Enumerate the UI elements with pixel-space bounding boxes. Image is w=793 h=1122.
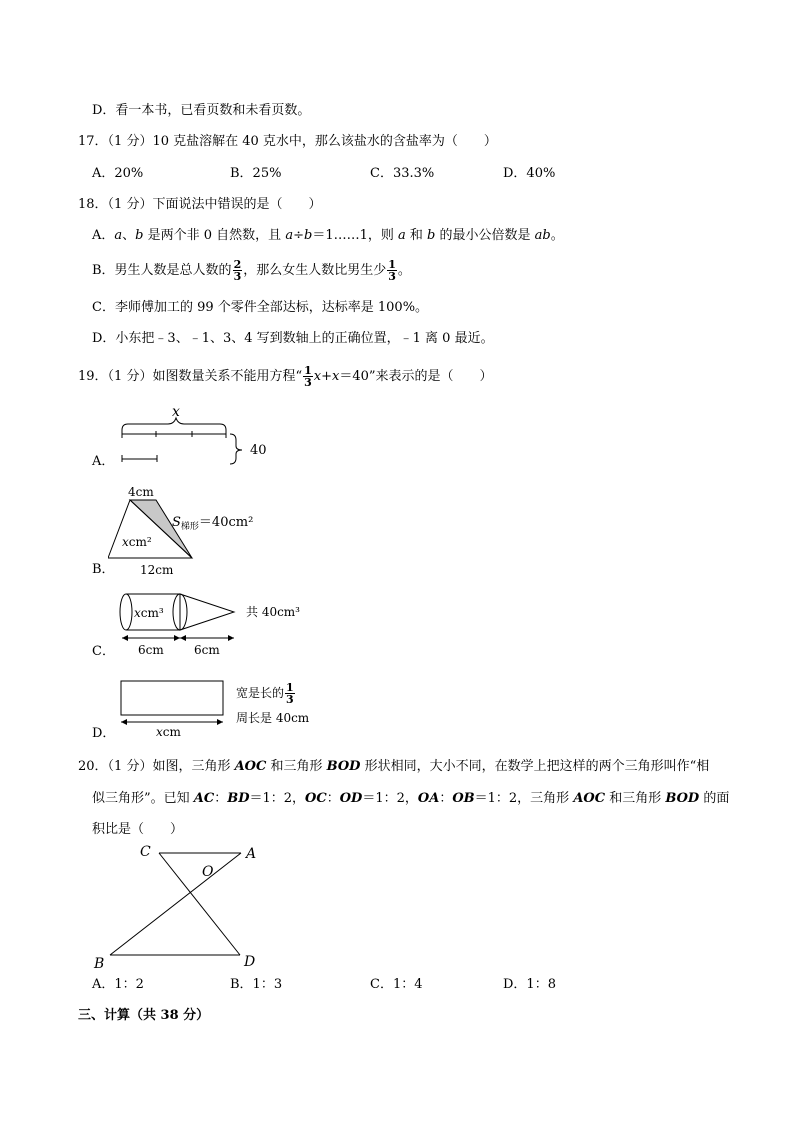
- q20-stem-line1: 20．（1 分）如图，三角形 AOC 和三角形 BOD 形状相同，大小不同，在数学上把这样的两个三角形叫作“相: [78, 759, 710, 774]
- trapezoid-area-label: $S_{梯形}=40cm^2$: [172, 515, 254, 532]
- cylinder-volume-label: xcm³: [134, 606, 164, 620]
- q18-option-b: B．男生人数是总人数的 $\frac{2}{3}$ ，那么女生人数比男生少 $\frac{1}{3}$ 。: [92, 258, 411, 283]
- q20-option-a: A．1：2: [92, 977, 144, 992]
- length-label: xcm: [156, 725, 181, 739]
- q17-option-c: C．33.3%: [370, 166, 435, 181]
- perimeter-label: 周长是 40cm: [236, 711, 310, 725]
- cylinder-length: 6cm: [138, 643, 164, 657]
- q17-option-d: D．40%: [503, 166, 556, 181]
- q18-option-c: C．李师傅加工的 99 个零件全部达标，达标率是 100%。: [92, 300, 429, 315]
- point-C: C: [140, 844, 151, 860]
- fraction-two-thirds: $\frac{2}{3}$: [233, 258, 242, 283]
- right-brace: [230, 434, 242, 464]
- q19-option-a-label: A．: [92, 454, 115, 469]
- q18-option-a: A．a、b 是两个非 0 自然数，且 a÷b＝1……1，则 a 和 b 的最小公倍数是 ab。: [92, 228, 564, 243]
- q20-stem-line2: 似三角形”。已知 AC：BD＝1：2，OC：OD＝1：2，OA：OB＝1：2，三角形 AOC 和三角形 BOD 的面: [92, 791, 730, 806]
- bottom-length: 12cm: [140, 563, 174, 577]
- point-O: O: [202, 864, 214, 880]
- q20-option-b: B．1：3: [230, 977, 283, 992]
- q19-stem: 19．（1 分）如图数量关系不能用方程“ $\frac{1}{3}$ x+x＝40”来表示的是（ ）: [78, 364, 493, 389]
- q17-stem: 17．（1 分）10 克盐溶解在 40 克水中，那么该盐水的含盐率为（ ）: [78, 134, 497, 149]
- left-area-label: xcm²: [122, 535, 152, 549]
- q17-option-b: B．25%: [230, 166, 282, 181]
- q16-option-d: D．看一本书，已看页数和未看页数。: [92, 103, 311, 118]
- segment-CD: [159, 853, 240, 955]
- q19-figure-c: [114, 590, 314, 660]
- q20-figure: [88, 840, 278, 974]
- cone-length: 6cm: [194, 643, 220, 657]
- q20-option-d: D．1：8: [503, 977, 556, 992]
- fraction-one-third: $\frac{1}{3}$: [304, 364, 312, 389]
- total-volume-label: 共 40cm³: [246, 605, 300, 619]
- q19-option-d-label: D．: [92, 726, 116, 741]
- q20-stem-line3: 积比是（ ）: [92, 822, 184, 837]
- point-A: A: [246, 846, 257, 862]
- width-relation: 宽是长的 $\frac{1}{3}$: [236, 681, 294, 706]
- cylinder-left-face: [120, 594, 132, 630]
- q19-figure-b: [108, 482, 278, 578]
- q17-option-a: A．20%: [92, 166, 144, 181]
- cone: [180, 594, 234, 630]
- point-D: D: [244, 954, 256, 970]
- q19-figure-a: [112, 400, 282, 470]
- section-3-heading: 三、计算（共 38 分）: [78, 1008, 210, 1023]
- rectangle: [121, 681, 223, 715]
- q18-option-d: D．小东把﹣3、﹣1、3、4 写到数轴上的正确位置，﹣1 离 0 最近。: [92, 331, 494, 346]
- top-length: 4cm: [128, 485, 154, 499]
- brace-label-x: x: [172, 404, 180, 420]
- q20-option-c: C．1：4: [370, 977, 423, 992]
- fraction-one-third: $\frac{1}{3}$: [388, 258, 396, 283]
- q19-figure-d: [118, 678, 228, 740]
- q19-option-b-label: B．: [92, 562, 115, 577]
- segment-AB: [110, 853, 241, 955]
- q19-option-c-label: C．: [92, 644, 115, 659]
- q18-stem: 18．（1 分）下面说法中错误的是（ ）: [78, 197, 322, 212]
- total-label: 40: [250, 443, 267, 458]
- point-B: B: [94, 956, 105, 972]
